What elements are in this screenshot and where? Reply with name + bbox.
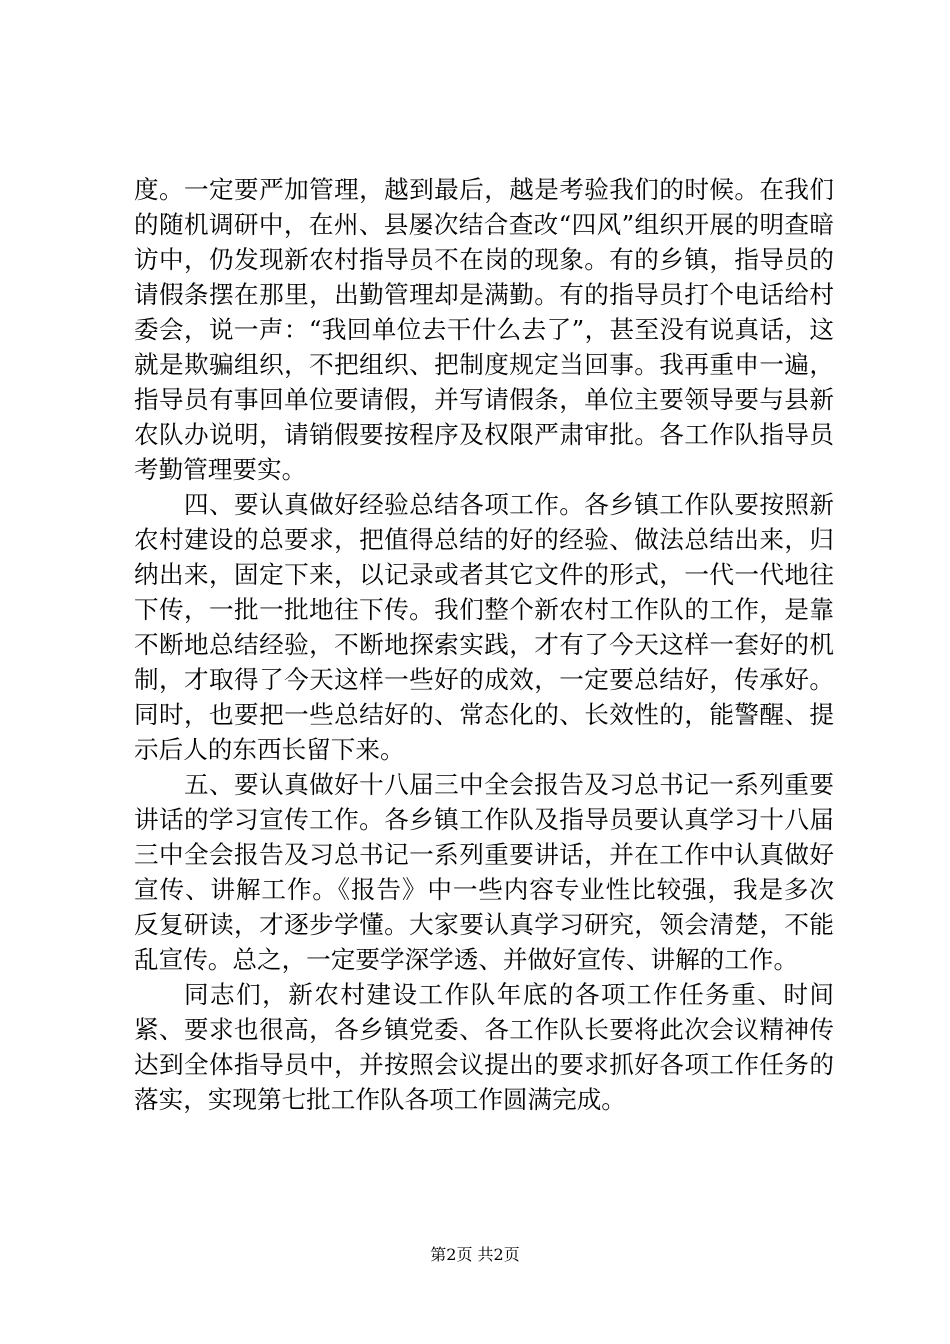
document-body	[134, 172, 834, 1117]
paragraph-closing: 同志们，新农村建设工作队年底的各项工作任务重、时间紧、要求也很高，各乡镇党委、各工作队长要将此次会议精神传达到全体指导员中，并按照会议提出的要求抓好各项工作任务的落实，实现第七批工作队各项工作圆满完成。	[134, 980, 834, 1114]
paragraph-section-five: 五、要认真做好十八届三中全会报告及习总书记一系列重要讲话的学习宣传工作。各乡镇工作队及指导员要认真学习十八届三中全会报告及习总书记一系列重要讲话，并在工作中认真做好宣传、讲解工作。《报告》中一些内容专业性比较强，我是多次反复研读，才逐步学懂。大家要认真学习研究，领会清楚，不能乱宣传。总之，一定要学深学透、并做好宣传、讲解的工作。	[134, 770, 834, 974]
paragraph-section-four: 四、要认真做好经验总结各项工作。各乡镇工作队要按照新农村建设的总要求，把值得总结的好的经验、做法总结出来，归纳出来，固定下来，以记录或者其它文件的形式，一代一代地往下传，一批一批地往下传。我们整个新农村工作队的工作，是靠不断地总结经验，不断地探索实践，才有了今天这样一套好的机制，才取得了今天这样一些好的成效，一定要总结好，传承好。同时，也要把一些总结好的、常态化的、长效性的，能警醒、提示后人的东西长留下来。	[134, 490, 834, 764]
page-number-footer: 第2页 共2页	[430, 1245, 520, 1264]
paragraph-continuation: 度。一定要严加管理，越到最后，越是考验我们的时候。在我们的随机调研中，在州、县屡次结合查改“四风”组织开展的明查暗访中，仍发现新农村指导员不在岗的现象。有的乡镇，指导员的请假条摆在那里，出勤管理却是满勤。有的指导员打个电话给村委会，说一声：“我回单位去干什么去了”，甚至没有说真话，这就是欺骗组织，不把组织、把制度规定当回事。我再重申一遍，指导员有事回单位要请假，并写请假条，单位主要领导要与县新农队办说明，请销假要按程序及权限严肃审批。各工作队指导员考勤管理要实。	[134, 175, 834, 484]
